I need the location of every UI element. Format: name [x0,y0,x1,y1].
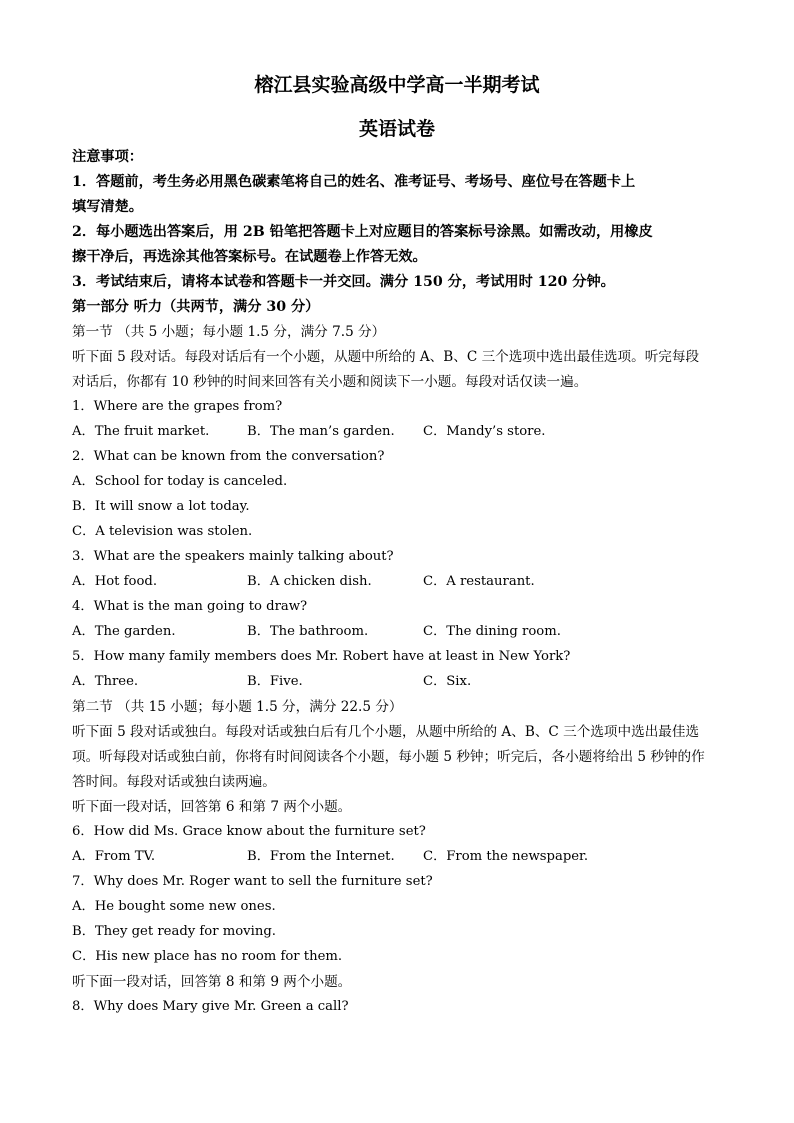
section1-instructions-line-1: 听下面 5 段对话。每段对话后有一个小题，从题中所给的 A、B、C 三个选项中选出最佳选项。听完每段 [72,349,700,365]
section2-heading: 第二节 （共 15 小题；每小题 1.5 分，满分 22.5 分） [72,699,403,715]
question-7-option-a: A．He bought some new ones. [72,899,276,914]
option-a: A．Three. [72,674,139,689]
question-2-option-c: C．A television was stolen. [72,524,253,539]
option-b: B．Five. [247,674,303,689]
question-8-stem: 8．Why does Mary give Mr. Green a call? [72,999,349,1014]
exam-title: 榕江县实验高级中学高一半期考试 [254,74,540,96]
dialog-8-9-instruction: 听下面一段对话，回答第 8 和第 9 两个小题。 [72,974,352,990]
note-2-line-1: 2．每小题选出答案后，用 2B 铅笔把答题卡上对应题目的答案标号涂黑。如需改动，用橡皮 [72,224,653,240]
option-a: A．The fruit market. [72,424,210,439]
option-b: B．From the Internet. [247,849,395,864]
dialog-6-7-instruction: 听下面一段对话，回答第 6 和第 7 两个小题。 [72,799,352,815]
section2-instructions-line-1: 听下面 5 段对话或独白。每段对话或独白后有几个小题，从题中所给的 A、B、C 三个选项中选出最佳选 [72,724,700,740]
note-2-line-2: 擦干净后，再选涂其他答案标号。在试题卷上作答无效。 [72,249,427,265]
question-7-option-c: C．His new place has no room for them. [72,949,343,964]
exam-subtitle: 英语试卷 [358,118,435,140]
part1-heading: 第一部分 听力（共两节，满分 30 分） [72,299,320,315]
question-7-option-b: B．They get ready for moving. [72,924,276,939]
question-4-stem: 4．What is the man going to draw? [72,599,308,614]
option-b: B．The man’s garden. [247,424,395,439]
note-1-line-2: 填写清楚。 [72,199,143,215]
question-5-stem: 5．How many family members does Mr. Robert have at least in New York? [72,649,571,664]
question-3-stem: 3．What are the speakers mainly talking about? [72,549,394,564]
note-3: 3．考试结束后，请将本试卷和答题卡一并交回。满分 150 分，考试用时 120 分钟。 [72,274,615,290]
section1-instructions-line-2: 对话后，你都有 10 秒钟的时间来回答有关小题和阅读下一小题。每段对话仅读一遍。 [72,374,588,390]
option-a: A．Hot food. [72,574,158,589]
option-a: A．The garden. [72,624,176,639]
option-b: B．A chicken dish. [247,574,372,589]
section1-heading: 第一节 （共 5 小题；每小题 1.5 分，满分 7.5 分） [72,324,386,340]
question-7-stem: 7．Why does Mr. Roger want to sell the furniture set? [72,874,433,889]
question-1-stem: 1．Where are the grapes from? [72,399,283,414]
notes-heading: 注意事项： [72,149,143,165]
question-2-option-a: A．School for today is canceled. [72,474,288,489]
option-c: C．A restaurant. [423,574,535,589]
section2-instructions-line-2: 项。听每段对话或独白前，你将有时间阅读各个小题，每小题 5 秒钟；听完后，各小题将给出 5 秒钟的作 [72,749,705,765]
question-2-stem: 2．What can be known from the conversation? [72,449,385,464]
option-b: B．The bathroom. [247,624,369,639]
question-6-stem: 6．How did Ms. Grace know about the furniture set? [72,824,426,839]
option-c: C．The dining room. [423,624,561,639]
note-1-line-1: 1．答题前，考生务必用黑色碳素笔将自己的姓名、准考证号、考场号、座位号在答题卡上 [72,174,636,190]
option-c: C．Mandy’s store. [423,424,546,439]
question-2-option-b: B．It will snow a lot today. [72,499,250,514]
option-a: A．From TV. [72,849,156,864]
option-c: C．Six. [423,674,472,689]
section2-instructions-line-3: 答时间。每段对话或独白读两遍。 [72,774,276,790]
option-c: C．From the newspaper. [423,849,589,864]
